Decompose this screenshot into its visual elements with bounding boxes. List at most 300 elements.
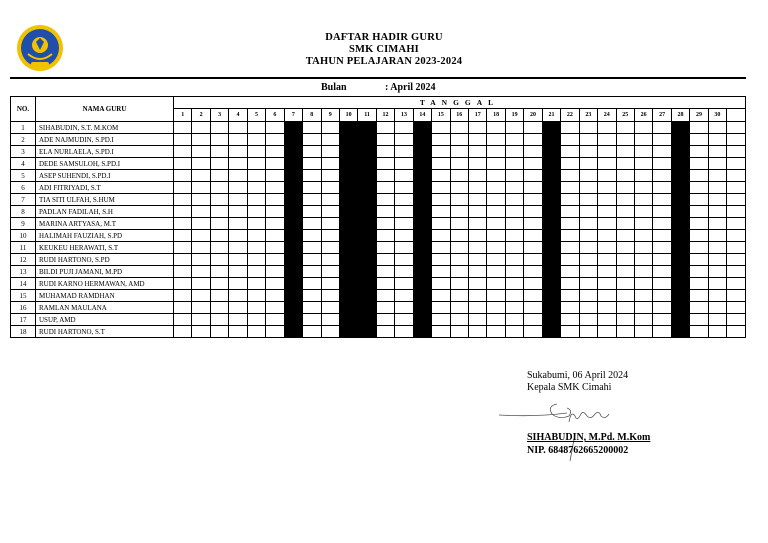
- attendance-cell[interactable]: [634, 242, 652, 254]
- holiday-cell[interactable]: [413, 266, 431, 278]
- attendance-cell[interactable]: [303, 170, 321, 182]
- attendance-cell[interactable]: [174, 242, 192, 254]
- holiday-cell[interactable]: [413, 122, 431, 134]
- attendance-cell[interactable]: [266, 146, 284, 158]
- holiday-cell[interactable]: [542, 218, 560, 230]
- attendance-cell[interactable]: [450, 254, 468, 266]
- attendance-cell[interactable]: [505, 254, 523, 266]
- attendance-cell[interactable]: [653, 158, 671, 170]
- attendance-cell[interactable]: [376, 290, 394, 302]
- attendance-cell[interactable]: [616, 218, 634, 230]
- holiday-cell[interactable]: [413, 326, 431, 338]
- attendance-cell[interactable]: [321, 158, 339, 170]
- attendance-cell[interactable]: [247, 206, 265, 218]
- attendance-cell[interactable]: [174, 122, 192, 134]
- attendance-cell[interactable]: [395, 326, 413, 338]
- holiday-cell[interactable]: [542, 122, 560, 134]
- attendance-cell[interactable]: [579, 122, 597, 134]
- attendance-cell[interactable]: [579, 278, 597, 290]
- attendance-cell[interactable]: [524, 146, 542, 158]
- attendance-cell[interactable]: [634, 218, 652, 230]
- attendance-cell[interactable]: [598, 230, 616, 242]
- attendance-cell[interactable]: [229, 278, 247, 290]
- holiday-cell[interactable]: [358, 218, 376, 230]
- attendance-cell[interactable]: [469, 290, 487, 302]
- attendance-cell[interactable]: [247, 230, 265, 242]
- attendance-cell[interactable]: [727, 146, 746, 158]
- attendance-cell[interactable]: [708, 302, 726, 314]
- holiday-cell[interactable]: [339, 290, 357, 302]
- attendance-cell[interactable]: [505, 242, 523, 254]
- attendance-cell[interactable]: [561, 134, 579, 146]
- holiday-cell[interactable]: [671, 302, 689, 314]
- attendance-cell[interactable]: [192, 146, 210, 158]
- attendance-cell[interactable]: [487, 182, 505, 194]
- holiday-cell[interactable]: [339, 206, 357, 218]
- attendance-cell[interactable]: [505, 218, 523, 230]
- holiday-cell[interactable]: [671, 266, 689, 278]
- attendance-cell[interactable]: [376, 326, 394, 338]
- holiday-cell[interactable]: [542, 266, 560, 278]
- attendance-cell[interactable]: [505, 194, 523, 206]
- holiday-cell[interactable]: [358, 290, 376, 302]
- attendance-cell[interactable]: [579, 290, 597, 302]
- attendance-cell[interactable]: [634, 278, 652, 290]
- holiday-cell[interactable]: [358, 182, 376, 194]
- attendance-cell[interactable]: [708, 170, 726, 182]
- attendance-cell[interactable]: [690, 242, 708, 254]
- attendance-cell[interactable]: [524, 170, 542, 182]
- attendance-cell[interactable]: [505, 314, 523, 326]
- attendance-cell[interactable]: [321, 254, 339, 266]
- attendance-cell[interactable]: [690, 206, 708, 218]
- attendance-cell[interactable]: [376, 194, 394, 206]
- attendance-cell[interactable]: [247, 158, 265, 170]
- attendance-cell[interactable]: [247, 146, 265, 158]
- attendance-cell[interactable]: [690, 182, 708, 194]
- attendance-cell[interactable]: [174, 266, 192, 278]
- attendance-cell[interactable]: [321, 194, 339, 206]
- attendance-cell[interactable]: [192, 266, 210, 278]
- attendance-cell[interactable]: [690, 158, 708, 170]
- attendance-cell[interactable]: [727, 314, 746, 326]
- holiday-cell[interactable]: [339, 278, 357, 290]
- attendance-cell[interactable]: [653, 326, 671, 338]
- attendance-cell[interactable]: [469, 206, 487, 218]
- attendance-cell[interactable]: [395, 170, 413, 182]
- holiday-cell[interactable]: [542, 278, 560, 290]
- attendance-cell[interactable]: [376, 242, 394, 254]
- holiday-cell[interactable]: [339, 218, 357, 230]
- attendance-cell[interactable]: [321, 230, 339, 242]
- attendance-cell[interactable]: [229, 326, 247, 338]
- attendance-cell[interactable]: [247, 278, 265, 290]
- attendance-cell[interactable]: [598, 182, 616, 194]
- attendance-cell[interactable]: [561, 242, 579, 254]
- attendance-cell[interactable]: [727, 218, 746, 230]
- attendance-cell[interactable]: [174, 218, 192, 230]
- attendance-cell[interactable]: [469, 278, 487, 290]
- attendance-cell[interactable]: [266, 302, 284, 314]
- attendance-cell[interactable]: [634, 182, 652, 194]
- attendance-cell[interactable]: [653, 206, 671, 218]
- attendance-cell[interactable]: [561, 326, 579, 338]
- attendance-cell[interactable]: [487, 122, 505, 134]
- holiday-cell[interactable]: [284, 266, 302, 278]
- attendance-cell[interactable]: [505, 230, 523, 242]
- attendance-cell[interactable]: [561, 302, 579, 314]
- attendance-cell[interactable]: [395, 302, 413, 314]
- attendance-cell[interactable]: [727, 266, 746, 278]
- holiday-cell[interactable]: [339, 134, 357, 146]
- attendance-cell[interactable]: [505, 278, 523, 290]
- attendance-cell[interactable]: [229, 290, 247, 302]
- attendance-cell[interactable]: [505, 266, 523, 278]
- attendance-cell[interactable]: [653, 134, 671, 146]
- attendance-cell[interactable]: [487, 230, 505, 242]
- attendance-cell[interactable]: [708, 230, 726, 242]
- attendance-cell[interactable]: [487, 158, 505, 170]
- attendance-cell[interactable]: [598, 242, 616, 254]
- attendance-cell[interactable]: [653, 122, 671, 134]
- attendance-cell[interactable]: [708, 218, 726, 230]
- attendance-cell[interactable]: [505, 122, 523, 134]
- holiday-cell[interactable]: [358, 302, 376, 314]
- attendance-cell[interactable]: [708, 242, 726, 254]
- attendance-cell[interactable]: [598, 302, 616, 314]
- holiday-cell[interactable]: [284, 182, 302, 194]
- attendance-cell[interactable]: [579, 218, 597, 230]
- attendance-cell[interactable]: [653, 266, 671, 278]
- attendance-cell[interactable]: [505, 146, 523, 158]
- attendance-cell[interactable]: [727, 206, 746, 218]
- attendance-cell[interactable]: [432, 146, 450, 158]
- attendance-cell[interactable]: [247, 302, 265, 314]
- attendance-cell[interactable]: [395, 242, 413, 254]
- attendance-cell[interactable]: [690, 134, 708, 146]
- attendance-cell[interactable]: [247, 314, 265, 326]
- attendance-cell[interactable]: [616, 314, 634, 326]
- attendance-cell[interactable]: [432, 326, 450, 338]
- attendance-cell[interactable]: [266, 254, 284, 266]
- attendance-cell[interactable]: [690, 170, 708, 182]
- attendance-cell[interactable]: [616, 146, 634, 158]
- attendance-cell[interactable]: [487, 266, 505, 278]
- attendance-cell[interactable]: [653, 290, 671, 302]
- attendance-cell[interactable]: [432, 314, 450, 326]
- attendance-cell[interactable]: [229, 302, 247, 314]
- attendance-cell[interactable]: [432, 290, 450, 302]
- attendance-cell[interactable]: [376, 134, 394, 146]
- attendance-cell[interactable]: [634, 326, 652, 338]
- attendance-cell[interactable]: [561, 146, 579, 158]
- attendance-cell[interactable]: [229, 194, 247, 206]
- attendance-cell[interactable]: [505, 170, 523, 182]
- attendance-cell[interactable]: [487, 242, 505, 254]
- attendance-cell[interactable]: [303, 230, 321, 242]
- attendance-cell[interactable]: [303, 254, 321, 266]
- holiday-cell[interactable]: [671, 218, 689, 230]
- attendance-cell[interactable]: [727, 170, 746, 182]
- attendance-cell[interactable]: [579, 326, 597, 338]
- attendance-cell[interactable]: [708, 182, 726, 194]
- attendance-cell[interactable]: [708, 254, 726, 266]
- attendance-cell[interactable]: [303, 278, 321, 290]
- attendance-cell[interactable]: [727, 326, 746, 338]
- attendance-cell[interactable]: [634, 266, 652, 278]
- attendance-cell[interactable]: [469, 146, 487, 158]
- attendance-cell[interactable]: [487, 254, 505, 266]
- attendance-cell[interactable]: [247, 242, 265, 254]
- attendance-cell[interactable]: [561, 122, 579, 134]
- attendance-cell[interactable]: [303, 182, 321, 194]
- holiday-cell[interactable]: [339, 314, 357, 326]
- attendance-cell[interactable]: [450, 242, 468, 254]
- attendance-cell[interactable]: [210, 230, 228, 242]
- attendance-cell[interactable]: [266, 314, 284, 326]
- attendance-cell[interactable]: [376, 158, 394, 170]
- attendance-cell[interactable]: [634, 158, 652, 170]
- attendance-cell[interactable]: [708, 194, 726, 206]
- attendance-cell[interactable]: [395, 206, 413, 218]
- attendance-cell[interactable]: [505, 326, 523, 338]
- attendance-cell[interactable]: [210, 182, 228, 194]
- attendance-cell[interactable]: [524, 290, 542, 302]
- attendance-cell[interactable]: [708, 122, 726, 134]
- attendance-cell[interactable]: [247, 194, 265, 206]
- attendance-cell[interactable]: [266, 158, 284, 170]
- attendance-cell[interactable]: [432, 302, 450, 314]
- attendance-cell[interactable]: [321, 206, 339, 218]
- attendance-cell[interactable]: [469, 194, 487, 206]
- attendance-cell[interactable]: [524, 206, 542, 218]
- attendance-cell[interactable]: [376, 182, 394, 194]
- attendance-cell[interactable]: [192, 254, 210, 266]
- attendance-cell[interactable]: [653, 194, 671, 206]
- holiday-cell[interactable]: [671, 278, 689, 290]
- attendance-cell[interactable]: [616, 266, 634, 278]
- attendance-cell[interactable]: [450, 302, 468, 314]
- holiday-cell[interactable]: [358, 122, 376, 134]
- attendance-cell[interactable]: [579, 230, 597, 242]
- attendance-cell[interactable]: [303, 302, 321, 314]
- attendance-cell[interactable]: [469, 326, 487, 338]
- attendance-cell[interactable]: [690, 314, 708, 326]
- holiday-cell[interactable]: [542, 158, 560, 170]
- attendance-cell[interactable]: [266, 278, 284, 290]
- attendance-cell[interactable]: [469, 134, 487, 146]
- holiday-cell[interactable]: [413, 134, 431, 146]
- attendance-cell[interactable]: [690, 194, 708, 206]
- attendance-cell[interactable]: [524, 242, 542, 254]
- holiday-cell[interactable]: [671, 158, 689, 170]
- attendance-cell[interactable]: [376, 218, 394, 230]
- attendance-cell[interactable]: [487, 218, 505, 230]
- holiday-cell[interactable]: [413, 254, 431, 266]
- attendance-cell[interactable]: [487, 194, 505, 206]
- attendance-cell[interactable]: [266, 242, 284, 254]
- attendance-cell[interactable]: [579, 266, 597, 278]
- attendance-cell[interactable]: [192, 230, 210, 242]
- attendance-cell[interactable]: [395, 146, 413, 158]
- holiday-cell[interactable]: [413, 278, 431, 290]
- attendance-cell[interactable]: [303, 266, 321, 278]
- holiday-cell[interactable]: [358, 170, 376, 182]
- holiday-cell[interactable]: [284, 302, 302, 314]
- attendance-cell[interactable]: [229, 314, 247, 326]
- attendance-cell[interactable]: [247, 290, 265, 302]
- attendance-cell[interactable]: [653, 254, 671, 266]
- attendance-cell[interactable]: [174, 134, 192, 146]
- attendance-cell[interactable]: [524, 314, 542, 326]
- attendance-cell[interactable]: [303, 146, 321, 158]
- attendance-cell[interactable]: [395, 230, 413, 242]
- attendance-cell[interactable]: [598, 326, 616, 338]
- attendance-cell[interactable]: [303, 158, 321, 170]
- attendance-cell[interactable]: [395, 254, 413, 266]
- attendance-cell[interactable]: [561, 266, 579, 278]
- attendance-cell[interactable]: [229, 218, 247, 230]
- attendance-cell[interactable]: [579, 134, 597, 146]
- attendance-cell[interactable]: [708, 290, 726, 302]
- holiday-cell[interactable]: [284, 158, 302, 170]
- attendance-cell[interactable]: [174, 146, 192, 158]
- attendance-cell[interactable]: [616, 194, 634, 206]
- attendance-cell[interactable]: [579, 146, 597, 158]
- attendance-cell[interactable]: [450, 326, 468, 338]
- holiday-cell[interactable]: [542, 242, 560, 254]
- attendance-cell[interactable]: [598, 158, 616, 170]
- attendance-cell[interactable]: [395, 218, 413, 230]
- attendance-cell[interactable]: [708, 146, 726, 158]
- attendance-cell[interactable]: [321, 326, 339, 338]
- attendance-cell[interactable]: [210, 290, 228, 302]
- attendance-cell[interactable]: [192, 218, 210, 230]
- attendance-cell[interactable]: [321, 278, 339, 290]
- attendance-cell[interactable]: [634, 254, 652, 266]
- holiday-cell[interactable]: [284, 254, 302, 266]
- attendance-cell[interactable]: [321, 266, 339, 278]
- attendance-cell[interactable]: [616, 158, 634, 170]
- attendance-cell[interactable]: [653, 218, 671, 230]
- attendance-cell[interactable]: [229, 266, 247, 278]
- attendance-cell[interactable]: [653, 170, 671, 182]
- attendance-cell[interactable]: [376, 278, 394, 290]
- holiday-cell[interactable]: [339, 266, 357, 278]
- attendance-cell[interactable]: [598, 314, 616, 326]
- attendance-cell[interactable]: [450, 158, 468, 170]
- attendance-cell[interactable]: [376, 206, 394, 218]
- attendance-cell[interactable]: [524, 230, 542, 242]
- attendance-cell[interactable]: [229, 122, 247, 134]
- holiday-cell[interactable]: [413, 146, 431, 158]
- attendance-cell[interactable]: [266, 170, 284, 182]
- attendance-cell[interactable]: [303, 314, 321, 326]
- attendance-cell[interactable]: [266, 206, 284, 218]
- attendance-cell[interactable]: [469, 170, 487, 182]
- attendance-cell[interactable]: [579, 314, 597, 326]
- attendance-cell[interactable]: [229, 146, 247, 158]
- attendance-cell[interactable]: [561, 314, 579, 326]
- attendance-cell[interactable]: [192, 278, 210, 290]
- attendance-cell[interactable]: [469, 266, 487, 278]
- holiday-cell[interactable]: [671, 134, 689, 146]
- attendance-cell[interactable]: [432, 194, 450, 206]
- attendance-cell[interactable]: [450, 134, 468, 146]
- attendance-cell[interactable]: [210, 302, 228, 314]
- attendance-cell[interactable]: [432, 170, 450, 182]
- holiday-cell[interactable]: [339, 302, 357, 314]
- attendance-cell[interactable]: [690, 302, 708, 314]
- attendance-cell[interactable]: [376, 266, 394, 278]
- holiday-cell[interactable]: [339, 146, 357, 158]
- attendance-cell[interactable]: [321, 146, 339, 158]
- attendance-cell[interactable]: [321, 182, 339, 194]
- attendance-cell[interactable]: [469, 230, 487, 242]
- attendance-cell[interactable]: [210, 206, 228, 218]
- attendance-cell[interactable]: [321, 290, 339, 302]
- attendance-cell[interactable]: [376, 302, 394, 314]
- attendance-cell[interactable]: [708, 158, 726, 170]
- attendance-cell[interactable]: [210, 278, 228, 290]
- attendance-cell[interactable]: [469, 254, 487, 266]
- attendance-cell[interactable]: [616, 290, 634, 302]
- attendance-cell[interactable]: [524, 254, 542, 266]
- attendance-cell[interactable]: [505, 206, 523, 218]
- attendance-cell[interactable]: [432, 266, 450, 278]
- holiday-cell[interactable]: [542, 290, 560, 302]
- attendance-cell[interactable]: [487, 134, 505, 146]
- attendance-cell[interactable]: [395, 278, 413, 290]
- attendance-cell[interactable]: [229, 242, 247, 254]
- attendance-cell[interactable]: [708, 134, 726, 146]
- attendance-cell[interactable]: [579, 182, 597, 194]
- attendance-cell[interactable]: [616, 230, 634, 242]
- attendance-cell[interactable]: [432, 230, 450, 242]
- holiday-cell[interactable]: [284, 134, 302, 146]
- attendance-cell[interactable]: [690, 122, 708, 134]
- attendance-cell[interactable]: [266, 182, 284, 194]
- holiday-cell[interactable]: [413, 230, 431, 242]
- holiday-cell[interactable]: [413, 290, 431, 302]
- attendance-cell[interactable]: [192, 134, 210, 146]
- holiday-cell[interactable]: [339, 182, 357, 194]
- attendance-cell[interactable]: [524, 218, 542, 230]
- holiday-cell[interactable]: [358, 134, 376, 146]
- attendance-cell[interactable]: [376, 170, 394, 182]
- holiday-cell[interactable]: [284, 230, 302, 242]
- attendance-cell[interactable]: [266, 326, 284, 338]
- holiday-cell[interactable]: [339, 326, 357, 338]
- attendance-cell[interactable]: [192, 314, 210, 326]
- attendance-cell[interactable]: [727, 278, 746, 290]
- attendance-cell[interactable]: [210, 158, 228, 170]
- attendance-cell[interactable]: [247, 266, 265, 278]
- attendance-cell[interactable]: [653, 278, 671, 290]
- attendance-cell[interactable]: [432, 254, 450, 266]
- attendance-cell[interactable]: [321, 122, 339, 134]
- attendance-cell[interactable]: [174, 278, 192, 290]
- attendance-cell[interactable]: [450, 278, 468, 290]
- holiday-cell[interactable]: [339, 122, 357, 134]
- attendance-cell[interactable]: [634, 170, 652, 182]
- attendance-cell[interactable]: [598, 170, 616, 182]
- attendance-cell[interactable]: [653, 146, 671, 158]
- holiday-cell[interactable]: [542, 302, 560, 314]
- holiday-cell[interactable]: [358, 194, 376, 206]
- attendance-cell[interactable]: [653, 302, 671, 314]
- attendance-cell[interactable]: [727, 134, 746, 146]
